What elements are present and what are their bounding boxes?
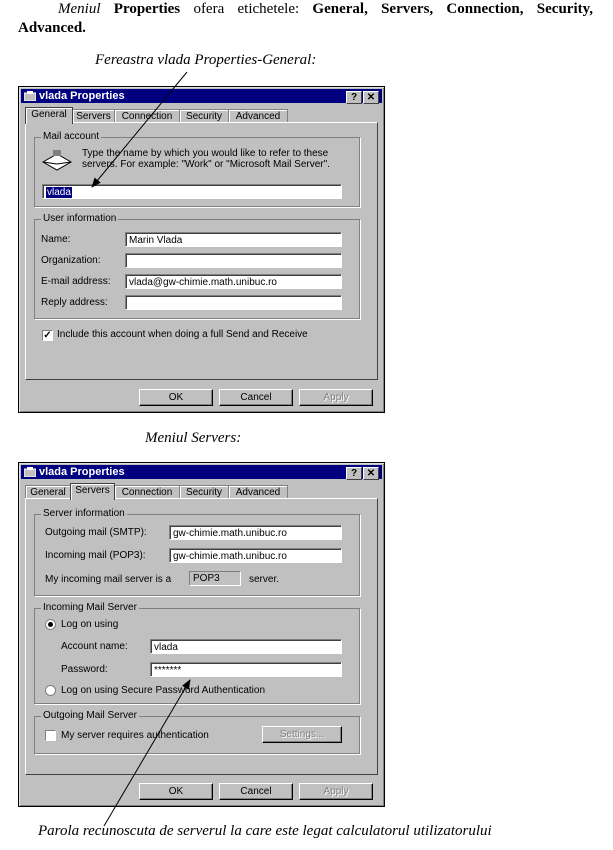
tab-advanced[interactable]: Advanced — [228, 109, 288, 123]
organization-label: Organization: — [41, 255, 101, 266]
help-button[interactable]: ? — [346, 91, 362, 104]
intro-text: ofera etichetele: — [193, 1, 300, 17]
spa-label: Log on using Secure Password Authentication — [61, 685, 266, 696]
auth-label: My server requires authentication — [61, 730, 209, 741]
tab-security[interactable]: Security — [179, 485, 229, 499]
pop3-label: Incoming mail (POP3): — [45, 550, 146, 561]
email-field[interactable]: vlada@gw-chimie.math.unibuc.ro — [125, 274, 342, 289]
name-label: Name: — [41, 234, 71, 245]
password-label: Password: — [61, 664, 108, 675]
tab-general[interactable]: General — [25, 485, 71, 499]
smtp-field[interactable]: gw-chimie.math.unibuc.ro — [169, 525, 342, 540]
include-account-checkbox[interactable]: ✓ — [43, 330, 52, 341]
settings-button[interactable]: Settings... — [262, 726, 342, 743]
account-name-value: vlada — [47, 187, 71, 198]
caption-servers: Meniul Servers: — [145, 430, 242, 446]
logon-label: Log on using — [61, 619, 119, 630]
tab-security[interactable]: Security — [179, 109, 229, 123]
close-button[interactable]: ✕ — [363, 467, 379, 480]
email-label: E-mail address: — [41, 276, 111, 287]
cancel-button[interactable]: Cancel — [219, 389, 293, 406]
arrow-to-account-name — [92, 72, 187, 187]
account-name-label: Account name: — [61, 641, 128, 652]
incoming-server-label: Incoming Mail Server — [43, 602, 137, 613]
tab-advanced[interactable]: Advanced — [228, 485, 288, 499]
ok-button[interactable]: OK — [139, 783, 213, 800]
ok-button[interactable]: OK — [139, 389, 213, 406]
reply-address-label: Reply address: — [41, 297, 108, 308]
tab-connection[interactable]: Connection — [114, 109, 180, 123]
intro-word-meniul: Meniul — [58, 1, 101, 17]
tab-general[interactable]: General — [25, 107, 73, 124]
tab-servers[interactable]: Servers — [72, 109, 115, 123]
user-info-label: User information — [43, 213, 117, 224]
mail-account-description: Type the name by which you would like to refer to these servers. For example: "Work" or "Microsoft Mail Server". — [82, 148, 330, 170]
window-title: vlada Properties — [39, 466, 125, 478]
window-title: vlada Properties — [39, 90, 125, 102]
server-type-value: POP3 — [189, 571, 241, 586]
apply-button[interactable]: Apply — [299, 783, 373, 800]
cancel-button[interactable]: Cancel — [219, 783, 293, 800]
name-field[interactable]: Marin Vlada — [125, 232, 342, 247]
tab-connection[interactable]: Connection — [114, 485, 180, 499]
account-name-field[interactable]: vlada — [150, 639, 342, 654]
smtp-label: Outgoing mail (SMTP): — [45, 527, 147, 538]
include-account-label: Include this account when doing a full Send and Receive — [57, 329, 308, 340]
apply-button[interactable]: Apply — [299, 389, 373, 406]
server-info-label: Server information — [43, 508, 125, 519]
arrow-to-password — [104, 680, 190, 826]
tab-servers[interactable]: Servers — [70, 483, 115, 500]
caption-general: Fereastra vlada Properties-General: — [95, 52, 317, 68]
close-button[interactable]: ✕ — [363, 91, 379, 104]
pop3-field[interactable]: gw-chimie.math.unibuc.ro — [169, 548, 342, 563]
password-field[interactable]: ******* — [150, 662, 342, 677]
server-type-label: My incoming mail server is a — [45, 574, 172, 585]
help-button[interactable]: ? — [346, 467, 362, 480]
mail-account-label: Mail account — [43, 131, 100, 142]
server-suffix-label: server. — [249, 574, 280, 585]
outgoing-server-label: Outgoing Mail Server — [43, 710, 137, 721]
intro-tabs-list: General, Servers, Connection, Security, Advanced. — [18, 1, 594, 36]
caption-bottom: Parola recunoscuta de serverul la care este legat calculatorul utilizatorului — [38, 823, 492, 839]
intro-word-properties: Properties — [113, 1, 181, 17]
